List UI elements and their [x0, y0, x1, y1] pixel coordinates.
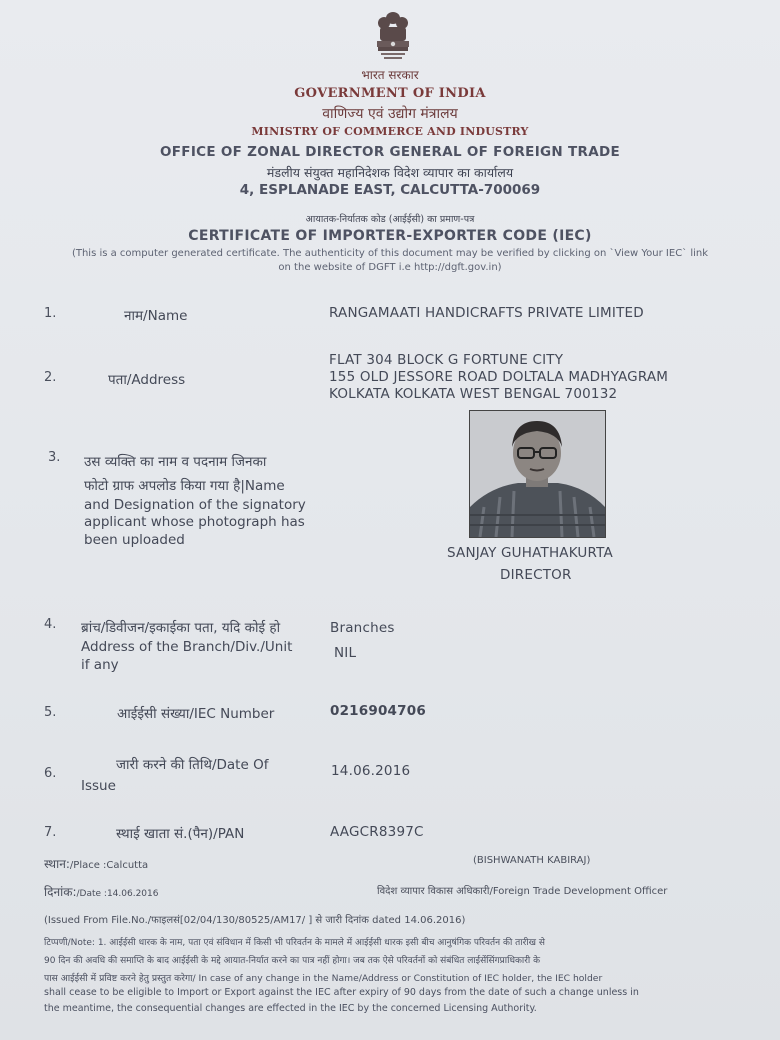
- issue-date-label-line2: Issue: [81, 778, 116, 794]
- place-line: [44, 855, 148, 872]
- signatory-name: SANJAY GUHATHAKURTA: [447, 545, 613, 561]
- address-line1: FLAT 304 BLOCK G FORTUNE CITY: [329, 352, 564, 368]
- note-line4: shall cease to be eligible to Import or Export against the IEC after expiry of 90 days from the date of such a change unless in: [44, 987, 639, 998]
- place-hindi-label: स्थान:: [44, 857, 70, 871]
- field-number: 4.: [44, 617, 57, 632]
- issued-from-line: (Issued From File.No./फाइलसं[02/04/130/80525/AM17/ ] से जारी दिनांक dated 14.06.2016): [44, 915, 466, 926]
- authenticity-note-line1: (This is a computer generated certificate. The authenticity of this document may be verified by clicking on `View Your IEC` link: [71, 248, 709, 259]
- office-heading: OFFICE OF ZONAL DIRECTOR GENERAL OF FOREIGN TRADE: [160, 144, 620, 160]
- signatory-label-line4: applicant whose photograph has: [84, 514, 305, 530]
- iec-number-value: 0216904706: [330, 703, 426, 719]
- pan-value: AAGCR8397C: [330, 824, 424, 840]
- authenticity-note-line2: on the website of DGFT i.e http://dgft.gov.in): [278, 262, 502, 273]
- note-line3: पास आईईसी में प्रविष्ट करने हेतु प्रस्तुत करेगा/ In case of any change in the Name/Address or Constitution of IEC holder, the IEC holder: [44, 973, 603, 984]
- name-value: RANGAMAATI HANDICRAFTS PRIVATE LIMITED: [329, 305, 644, 321]
- field-number: 2.: [44, 370, 57, 385]
- place-value: /Place :Calcutta: [69, 860, 149, 871]
- officer-name: (BISHWANATH KABIRAJ): [473, 855, 591, 866]
- field-number: 1.: [44, 306, 57, 321]
- field-number: 3.: [48, 450, 61, 465]
- certificate-title: CERTIFICATE OF IMPORTER-EXPORTER CODE (IEC): [188, 228, 592, 244]
- address-line3: KOLKATA KOLKATA WEST BENGAL 700132: [329, 386, 618, 402]
- government-heading: GOVERNMENT OF INDIA: [294, 86, 486, 101]
- issue-date-value: 14.06.2016: [331, 763, 411, 779]
- hindi-government-heading: भारत सरकार: [361, 68, 419, 82]
- field-number: 5.: [44, 705, 57, 720]
- address-line2: 155 OLD JESSORE ROAD DOLTALA MADHYAGRAM: [329, 369, 669, 385]
- note-line5: the meantime, the consequential changes are effected in the IEC by the concerned Licensing Authority.: [44, 1003, 537, 1014]
- name-label: नाम/Name: [124, 308, 188, 324]
- hindi-office-heading: मंडलीय संयुक्त महानिदेशक विदेश व्यापार का कार्यालय: [266, 165, 514, 180]
- note-line1: टिप्पणी/Note: 1. आईईसी धारक के नाम, पता एवं संविधान में किसी भी परिवर्तन के मामले में आईईसी धारक इसी बीच आनुषंगिक परिवर्तन की तारीख से: [44, 938, 545, 948]
- hindi-ministry-heading: वाणिज्य एवं उद्योग मंत्रालय: [322, 106, 458, 122]
- signatory-label-line2: फोटो ग्राफ अपलोड किया गया है|Name: [84, 478, 285, 494]
- branch-label-line2: Address of the Branch/Div./Unit: [81, 639, 293, 655]
- field-number: 6.: [44, 766, 57, 781]
- signatory-label-line5: been uploaded: [84, 532, 185, 548]
- date-value: /Date :14.06.2016: [76, 889, 159, 899]
- branches-label: Branches: [330, 620, 395, 636]
- signatory-designation: DIRECTOR: [500, 567, 572, 583]
- field-number: 7.: [44, 825, 57, 840]
- officer-title: विदेश व्यापार विकास अधिकारी/Foreign Trade Development Officer: [377, 886, 668, 897]
- note-line2: 90 दिन की अवधि की समाप्ति के बाद आईईसी के मद्दे आयात-निर्यात करने का पात्र नहीं होगा। जब तक ऐसे परिवर्तनों को संबंधित लाईसेंसिंगप्राधिकारी के: [44, 956, 541, 966]
- hindi-certificate-title: आयातक-निर्यातक कोड (आईईसी) का प्रमाण-पत्र: [305, 214, 475, 225]
- pan-label: स्थाई खाता सं.(पैन)/PAN: [116, 826, 245, 842]
- national-emblem-icon: [372, 10, 414, 64]
- ministry-heading: MINISTRY OF COMMERCE AND INDUSTRY: [251, 125, 529, 138]
- date-line: [44, 883, 158, 900]
- applicant-photo: [469, 410, 606, 538]
- branch-label-line1: ब्रांच/डिवीजन/इकाईका पता, यदि कोई हो: [81, 620, 281, 636]
- branch-label-line3: if any: [81, 657, 119, 673]
- address-label: पता/Address: [108, 372, 186, 388]
- office-address: 4, ESPLANADE EAST, CALCUTTA-700069: [239, 182, 541, 198]
- date-hindi-label: दिनांक:: [44, 885, 77, 899]
- signatory-label-line3: and Designation of the signatory: [84, 497, 306, 513]
- issue-date-label-line1: जारी करने की तिथि/Date Of: [116, 757, 269, 773]
- signatory-label-line1: उस व्यक्ति का नाम व पदनाम जिनका: [84, 454, 267, 470]
- person-portrait-icon: [470, 411, 605, 537]
- branches-value: NIL: [334, 645, 357, 661]
- iec-number-label: आईईसी संख्या/IEC Number: [117, 706, 275, 722]
